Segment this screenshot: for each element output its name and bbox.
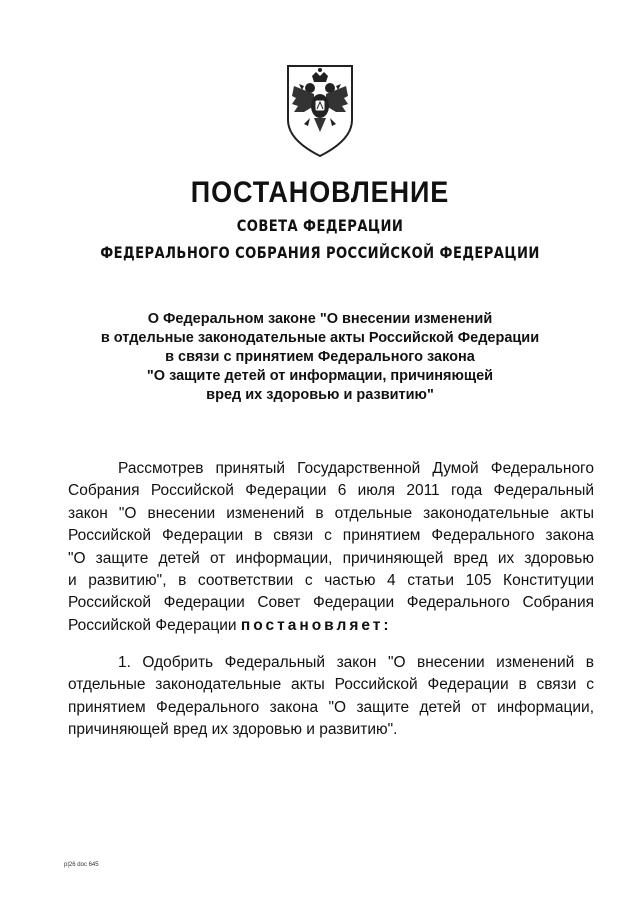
subject-line: вред их здоровью и развитию" bbox=[206, 387, 434, 403]
paragraph-line: Российской Федерации Совет Федерации Федерального Собрания bbox=[68, 594, 594, 612]
paragraph-line: Российской Федерации в связи с принятием Федерального закона bbox=[68, 527, 594, 545]
paragraph-line: "О защите детей от информации, причиняющей вред их здоровью bbox=[68, 549, 594, 567]
document-subject bbox=[40, 310, 600, 405]
issuer-line-2: ФЕДЕРАЛЬНОГО СОБРАНИЯ РОССИЙСКОЙ ФЕДЕРАЦИИ bbox=[100, 243, 540, 262]
subject-line: О Федеральном законе "О внесении изменений bbox=[147, 311, 493, 327]
paragraph-line: Рассмотрев принятый Государственной Думой Федерального bbox=[118, 460, 594, 477]
paragraph-line: закон "О внесении изменений в отдельные законодательные акты bbox=[68, 504, 594, 522]
paragraph-line: 1. Одобрить Федеральный закон "О внесении изменений в bbox=[118, 654, 594, 671]
paragraph-line: отдельные законодательные акты Российской Федерации в связи с bbox=[68, 676, 594, 694]
document-title: ПОСТАНОВЛЕНИЕ bbox=[190, 176, 450, 209]
document-code: p|26 doc 645 bbox=[64, 862, 99, 868]
preamble-paragraph bbox=[68, 458, 594, 637]
issuer-line-1: СОВЕТА ФЕДЕРАЦИИ bbox=[236, 216, 404, 235]
paragraph-line: причиняющей вред их здоровью и развитию". bbox=[68, 721, 398, 739]
decree-word: постановляет: bbox=[240, 616, 392, 634]
paragraph-line-text: Российской Федерации bbox=[68, 616, 237, 634]
subject-line: в отдельные законодательные акты Российской Федерации bbox=[100, 330, 540, 346]
paragraph-line: Собрания Российской Федерации 6 июля 2011 года Федеральный bbox=[68, 482, 594, 500]
decision-paragraph bbox=[68, 652, 594, 742]
subject-line: "О защите детей от информации, причиняющей bbox=[146, 368, 494, 384]
coat-of-arms-icon bbox=[280, 62, 360, 160]
subject-line: в связи с принятием Федерального закона bbox=[165, 349, 475, 365]
paragraph-line bbox=[68, 615, 594, 637]
paragraph-line: принятием Федерального закона "О защите детей от информации, bbox=[68, 698, 594, 716]
paragraph-line: и развитию", в соответствии с частью 4 статьи 105 Конституции bbox=[68, 572, 594, 590]
